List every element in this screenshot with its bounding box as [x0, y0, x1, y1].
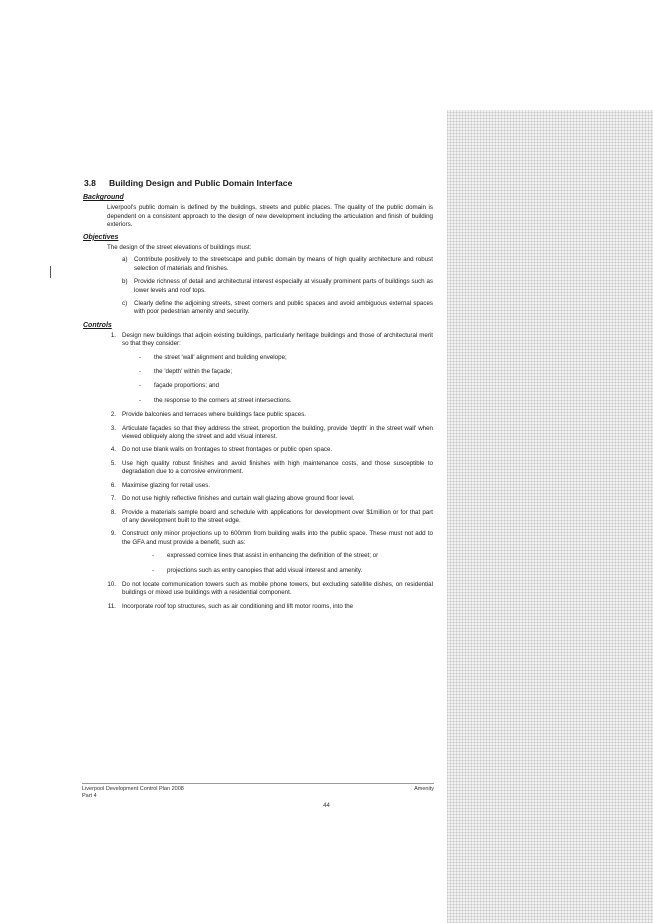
- objective-text: Contribute positively to the streetscape and public domain by means of high quality architecture and robust selection of materials and finishes.: [134, 256, 433, 272]
- bullet-mark: -: [139, 396, 142, 404]
- control-item: [84, 425, 433, 442]
- bullet-text: the response to the corners at street intersections.: [154, 396, 292, 404]
- control-number: 5.: [110, 459, 116, 467]
- section-number: 3.8: [84, 178, 96, 188]
- control-text: Provide a materials sample board and schedule with applications for development over $1million or for that part of any development built to the street edge.: [122, 508, 433, 524]
- control-item: [84, 603, 433, 611]
- page-number: 44: [323, 803, 330, 809]
- control-text: Provide balconies and terraces where buildings face public spaces.: [122, 411, 307, 419]
- objective-item: [122, 278, 433, 295]
- control-number: 2.: [110, 411, 116, 419]
- controls-heading: Controls: [83, 321, 112, 329]
- footer-chapter: Amenity: [414, 786, 434, 792]
- footer-document-title: Liverpool Development Control Plan 2008: [82, 786, 184, 792]
- control-item: [84, 530, 433, 547]
- bullet-text: façade proportions; and: [154, 382, 220, 390]
- bullet-text: expressed cornice lines that assist in enhancing the definition of the street; or: [167, 552, 379, 560]
- control-text: Articulate façades so that they address the street, proportion the building, provide 'depth' in the street wall' when viewed obliquely along the street and add visual interest.: [122, 424, 433, 441]
- control-number: 7.: [110, 495, 116, 503]
- background-text: Liverpool's public domain is defined by the buildings, streets and public places. The quality of the public domain is dependent on a consistent approach to the design of new development including the articulation and finish of building exteriors.: [107, 204, 433, 229]
- control-item: [84, 495, 433, 503]
- footer-part: Part 4: [82, 792, 97, 799]
- revision-bar: [50, 266, 51, 278]
- control-number: 6.: [110, 481, 116, 489]
- section-heading: [84, 178, 433, 188]
- control-text: Do not use blank walls on frontages to street frontages or public open space.: [122, 446, 333, 454]
- control-text: Design new buildings that adjoin existing buildings, particularly heritage buildings and those of architectural merit so that they consider:: [122, 331, 433, 348]
- margin-hatch-strip: [447, 110, 653, 923]
- control-item: [84, 460, 433, 477]
- objectives-intro: The design of the street elevations of buildings must:: [107, 243, 252, 251]
- bullet-item: [139, 354, 433, 362]
- bullet-item: [139, 368, 433, 376]
- control-text: Incorporate roof top structures, such as air conditioning and lift motor rooms, into the: [122, 602, 354, 610]
- bullet-text: the 'depth' within the façade;: [154, 368, 233, 376]
- control-item: [84, 581, 433, 598]
- control-text: Construct only minor projections up to 600mm from building walls into the public space. These must not add to the GFA and must provide a benefit, such as:: [122, 530, 433, 546]
- objectives-heading: Objectives: [83, 233, 119, 241]
- page-footer: [82, 786, 434, 799]
- bullet-text: the street 'wall' alignment and building envelope;: [154, 353, 287, 361]
- control-item: [84, 332, 433, 349]
- control-number: 3.: [110, 424, 116, 432]
- control-number: 1.: [110, 331, 116, 339]
- control-item: [84, 482, 433, 490]
- control-text: Use high quality robust finishes and avoid finishes with high maintenance costs, and those susceptible to degradation due to a corrosive environment.: [122, 459, 433, 476]
- bullet-item: [152, 567, 433, 575]
- bullet-item: [139, 397, 433, 405]
- objective-text: Provide richness of detail and architectural interest especially at visually prominent parts of buildings such as lower levels and roof tops.: [134, 278, 433, 294]
- control-item: [84, 446, 433, 454]
- control-number: 9.: [110, 530, 116, 538]
- section-title: Building Design and Public Domain Interface: [109, 178, 293, 188]
- control-item: [84, 411, 433, 419]
- bullet-mark: -: [139, 353, 142, 361]
- page-content: [84, 178, 433, 616]
- control-text: Maximise glazing for retail uses.: [122, 481, 211, 489]
- objective-item: [122, 256, 433, 273]
- bullet-item: [152, 552, 433, 560]
- control-number: 4.: [110, 446, 116, 454]
- bullet-mark: -: [152, 566, 155, 574]
- objective-label: c): [122, 300, 128, 307]
- objective-item: [122, 300, 433, 317]
- objective-label: b): [122, 278, 128, 286]
- objective-label: a): [122, 256, 128, 264]
- bullet-item: [139, 382, 433, 390]
- control-number: 8.: [110, 508, 116, 516]
- control-number: 10.: [107, 580, 116, 588]
- control-text: Do not locate communication towers such as mobile phone towers, but excluding satellite dishes, on residential buildings or mixed use buildings with a residential component.: [122, 580, 433, 597]
- bullet-mark: -: [139, 382, 142, 390]
- background-heading: Background: [83, 194, 124, 201]
- footer-divider: [82, 783, 434, 784]
- bullet-text: projections such as entry canopies that add visual interest and amenity.: [167, 566, 363, 574]
- control-number: 11.: [107, 602, 116, 610]
- bullet-mark: -: [152, 552, 155, 560]
- control-item: [84, 509, 433, 526]
- bullet-mark: -: [139, 368, 142, 376]
- objective-text: Clearly define the adjoining streets, street corners and public spaces and avoid ambiguous external spaces with poor pedestrian amenity and security.: [134, 300, 433, 316]
- control-text: Do not use highly reflective finishes and curtain wall glazing above ground floor level.: [122, 495, 355, 503]
